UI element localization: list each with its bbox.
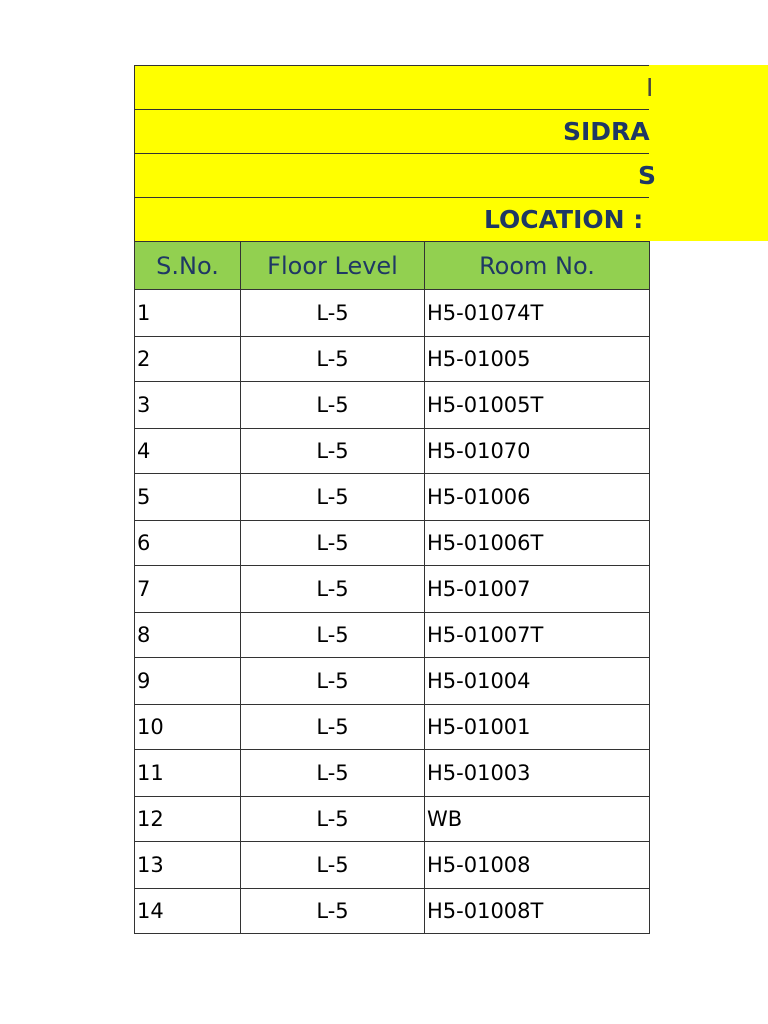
title-line-3: S bbox=[638, 161, 657, 190]
table-header-row bbox=[135, 242, 650, 290]
table-row bbox=[135, 382, 650, 429]
cell-floor-level: L-5 bbox=[241, 889, 425, 934]
column-header-floor-level: Floor Level bbox=[241, 242, 425, 290]
cell-sno: 5 bbox=[135, 474, 241, 521]
room-table bbox=[134, 241, 650, 934]
title-line-4: LOCATION : bbox=[484, 205, 644, 234]
cell-room-no: H5-01001 bbox=[425, 705, 650, 750]
band-divider bbox=[134, 109, 649, 110]
cell-sno: 3 bbox=[135, 382, 241, 429]
cell-room-no: H5-01004 bbox=[425, 658, 650, 705]
cell-room-no: H5-01005 bbox=[425, 337, 650, 382]
cell-room-no: H5-01005T bbox=[425, 382, 650, 429]
cell-room-no: H5-01003 bbox=[425, 750, 650, 797]
cell-floor-level: L-5 bbox=[241, 337, 425, 382]
table-row bbox=[135, 750, 650, 797]
cell-floor-level: L-5 bbox=[241, 705, 425, 750]
cell-room-no: WB bbox=[425, 797, 650, 842]
cell-room-no: H5-01006T bbox=[425, 521, 650, 566]
cell-room-no: H5-01008 bbox=[425, 842, 650, 889]
cell-floor-level: L-5 bbox=[241, 658, 425, 705]
cell-sno: 8 bbox=[135, 613, 241, 658]
cell-room-no: H5-01007T bbox=[425, 613, 650, 658]
cell-floor-level: L-5 bbox=[241, 842, 425, 889]
cell-room-no: H5-01070 bbox=[425, 429, 650, 474]
column-header-sno: S.No. bbox=[135, 242, 241, 290]
cell-sno: 9 bbox=[135, 658, 241, 705]
table-row bbox=[135, 658, 650, 705]
cell-floor-level: L-5 bbox=[241, 566, 425, 613]
table-row bbox=[135, 889, 650, 934]
table-row bbox=[135, 613, 650, 658]
cell-floor-level: L-5 bbox=[241, 290, 425, 337]
table-row bbox=[135, 290, 650, 337]
cell-sno: 11 bbox=[135, 750, 241, 797]
band-divider bbox=[134, 153, 649, 154]
column-header-room-no: Room No. bbox=[425, 242, 650, 290]
cell-room-no: H5-01007 bbox=[425, 566, 650, 613]
table-row bbox=[135, 842, 650, 889]
cell-room-no: H5-01006 bbox=[425, 474, 650, 521]
cell-room-no: H5-01008T bbox=[425, 889, 650, 934]
cell-sno: 1 bbox=[135, 290, 241, 337]
cell-sno: 13 bbox=[135, 842, 241, 889]
cell-sno: 4 bbox=[135, 429, 241, 474]
cell-floor-level: L-5 bbox=[241, 797, 425, 842]
band-divider bbox=[134, 197, 649, 198]
cell-floor-level: L-5 bbox=[241, 382, 425, 429]
cell-floor-level: L-5 bbox=[241, 429, 425, 474]
table-row bbox=[135, 474, 650, 521]
cell-sno: 2 bbox=[135, 337, 241, 382]
cell-sno: 10 bbox=[135, 705, 241, 750]
cell-sno: 6 bbox=[135, 521, 241, 566]
title-line-2: SIDRA bbox=[563, 117, 650, 146]
table-row bbox=[135, 429, 650, 474]
table-row bbox=[135, 521, 650, 566]
cell-floor-level: L-5 bbox=[241, 750, 425, 797]
table-row bbox=[135, 797, 650, 842]
band-top-border bbox=[134, 65, 649, 66]
table-row bbox=[135, 566, 650, 613]
cell-floor-level: L-5 bbox=[241, 474, 425, 521]
cell-sno: 7 bbox=[135, 566, 241, 613]
table-row bbox=[135, 337, 650, 382]
cell-sno: 12 bbox=[135, 797, 241, 842]
cell-sno: 14 bbox=[135, 889, 241, 934]
cell-floor-level: L-5 bbox=[241, 613, 425, 658]
title-line-1: I bbox=[646, 73, 654, 102]
cell-room-no: H5-01074T bbox=[425, 290, 650, 337]
cell-floor-level: L-5 bbox=[241, 521, 425, 566]
table-row bbox=[135, 705, 650, 750]
